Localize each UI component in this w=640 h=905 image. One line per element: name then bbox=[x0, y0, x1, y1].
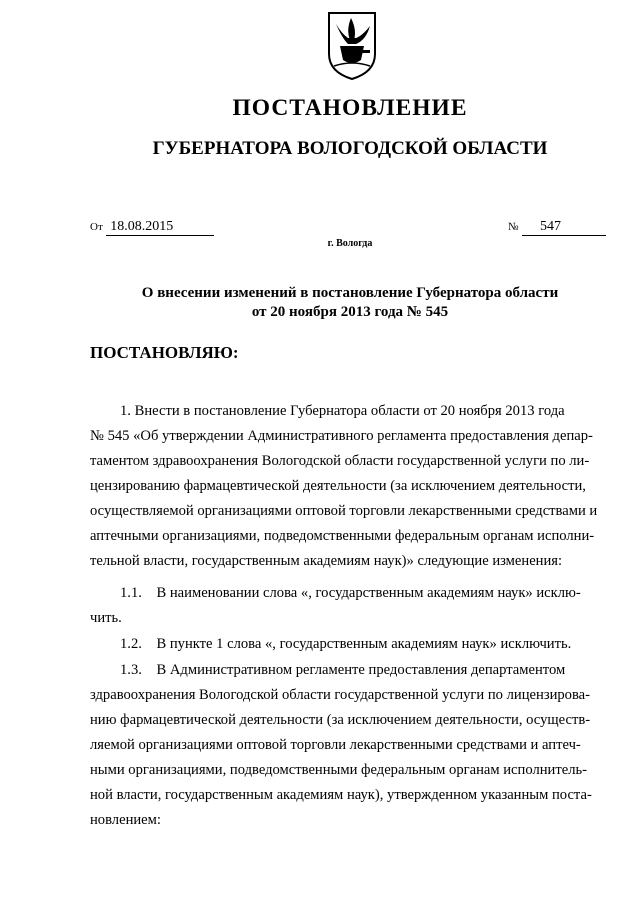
paragraph-1-2 bbox=[90, 632, 602, 657]
text-line: ными организациями, подведомственными федеральным органам исполнитель- bbox=[90, 762, 588, 778]
text-line: цензированию фармацевтической деятельности (за исключением деятельности, bbox=[90, 478, 586, 494]
page-title: ПОСТАНОВЛЕНИЕ bbox=[232, 95, 468, 121]
number-value: 547 bbox=[522, 219, 606, 236]
text-line: чить. bbox=[90, 610, 122, 626]
paragraph-1-3 bbox=[90, 658, 602, 833]
document-number bbox=[508, 219, 606, 236]
text-line: № 545 «Об утверждении Административного регламента предоставления депар- bbox=[90, 428, 593, 444]
paragraph-1-1 bbox=[90, 581, 602, 631]
text-line: 1.2. В пункте 1 слова «, государственным академиям наук» исключить. bbox=[120, 636, 572, 652]
subject-line: О внесении изменений в постановление Губернатора области bbox=[141, 285, 559, 301]
date-value: 18.08.2015 bbox=[106, 219, 214, 236]
paragraph-1 bbox=[90, 399, 602, 574]
text-line: 1.1. В наименовании слова «, государственным академиям наук» исклю- bbox=[120, 585, 581, 601]
document-date bbox=[90, 219, 214, 236]
text-line: здравоохранения Вологодской области государственной услуги по лицензирова- bbox=[90, 687, 591, 703]
text-line: ной власти, государственным академиям наук), утвержденном указанным поста- bbox=[90, 787, 592, 803]
subject-line: от 20 ноября 2013 года № 545 bbox=[251, 304, 449, 320]
city-label: г. Вологда bbox=[327, 238, 373, 249]
text-line: таментом здравоохранения Вологодской области государственной услуги по ли- bbox=[90, 453, 590, 469]
text-line: ляемой организациями оптовой торговли лекарственными средствами и аптеч- bbox=[90, 737, 581, 753]
from-label: От bbox=[90, 221, 103, 233]
number-label: № bbox=[508, 221, 519, 233]
text-line: новлением: bbox=[90, 812, 161, 828]
text-line: осуществляемой организациями оптовой торговли лекарственными средствами и bbox=[90, 503, 598, 519]
text-line: тельной власти, государственным академиям наук)» следующие изменения: bbox=[90, 553, 563, 569]
page-subtitle: ГУБЕРНАТОРА ВОЛОГОДСКОЙ ОБЛАСТИ bbox=[152, 138, 548, 159]
text-line: нию фармацевтической деятельности (за исключением деятельности, осуществ- bbox=[90, 712, 591, 728]
document-subject bbox=[0, 284, 640, 322]
text-line: 1. Внести в постановление Губернатора области от 20 ноября 2013 года bbox=[120, 403, 565, 419]
decree-heading: ПОСТАНОВЛЯЮ: bbox=[90, 343, 239, 362]
coat-of-arms-icon bbox=[326, 10, 378, 82]
text-line: аптечными организациями, подведомственными федеральным органам исполни- bbox=[90, 528, 595, 544]
text-line: 1.3. В Административном регламенте предоставления департаментом bbox=[120, 662, 566, 678]
